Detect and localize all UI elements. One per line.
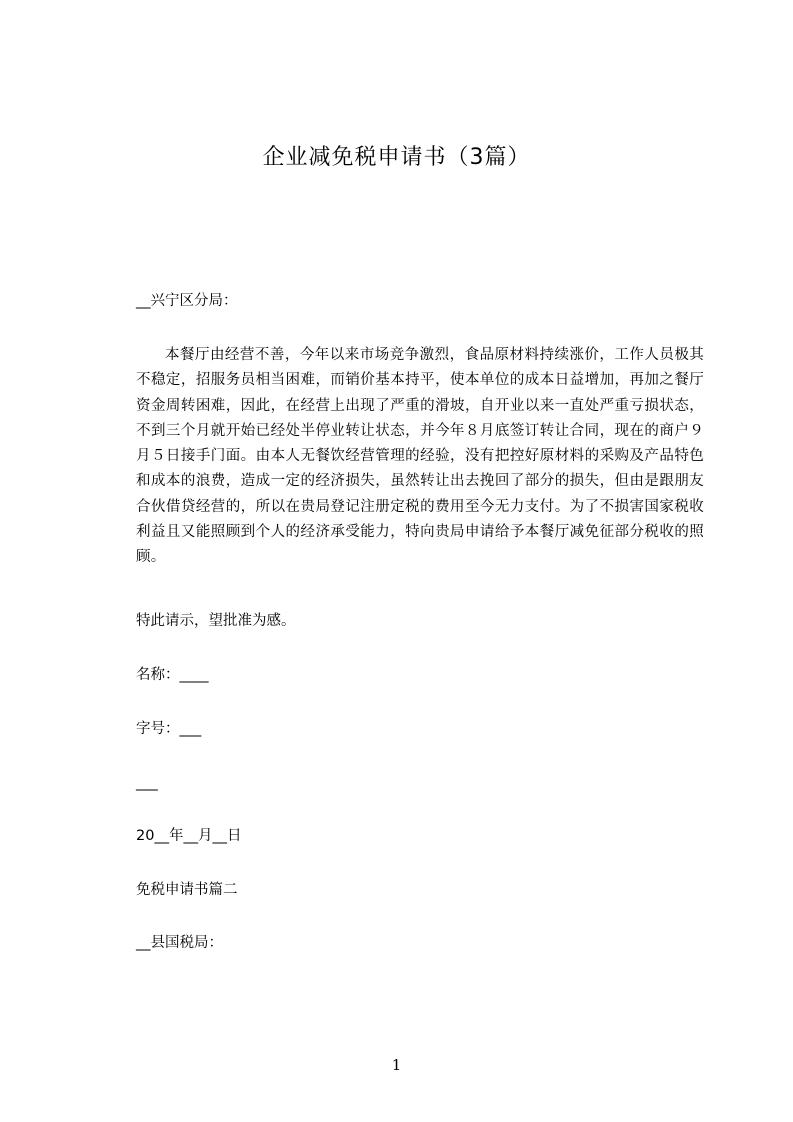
section-title: 免税申请书篇二 [136,882,238,898]
document-title: 企业减免税申请书（3篇） [262,145,531,170]
body-paragraph: 本餐厅由经营不善，今年以来市场竞争激烈，食品原材料持续涨价，工作人员极其不稳定，招服务员相当困难，而销价基本持平，使本单位的成本日益增加，再加之餐厅资金周转困难，因此，在经营上出现了严重的滑坡，自开业以来一直处严重亏损状态，不到三个月就开始已经处半停业转让状态，并今年８月底签订转让合同，现在的商户９月５日接手门面。由本人无餐饮经营管理的经验，没有把控好原材料的采购及产品特色和成本的浪费，造成一定的经济损失，虽然转让出去挽回了部分的损失，但由是跟朋友合伙借贷经营的，所以在贵局登记注册定税的费用至今无力支付。为了不损害国家税收利益且又能照顾到个人的经济承受能力，特向贵局申请给予本餐厅减免征部分税收的照顾。 [136,347,704,566]
name-line: 名称：____ [136,667,209,683]
number-line: 字号：___ [136,721,202,737]
blank-line: ___ [136,775,158,791]
salutation: __兴宁区分局： [136,293,238,309]
salutation-2: __县国税局： [136,935,223,951]
date-line: 20__年__月__日 [136,828,242,844]
page-number: 1 [391,1056,402,1074]
closing-line: 特此请示，望批准为感。 [136,613,296,629]
